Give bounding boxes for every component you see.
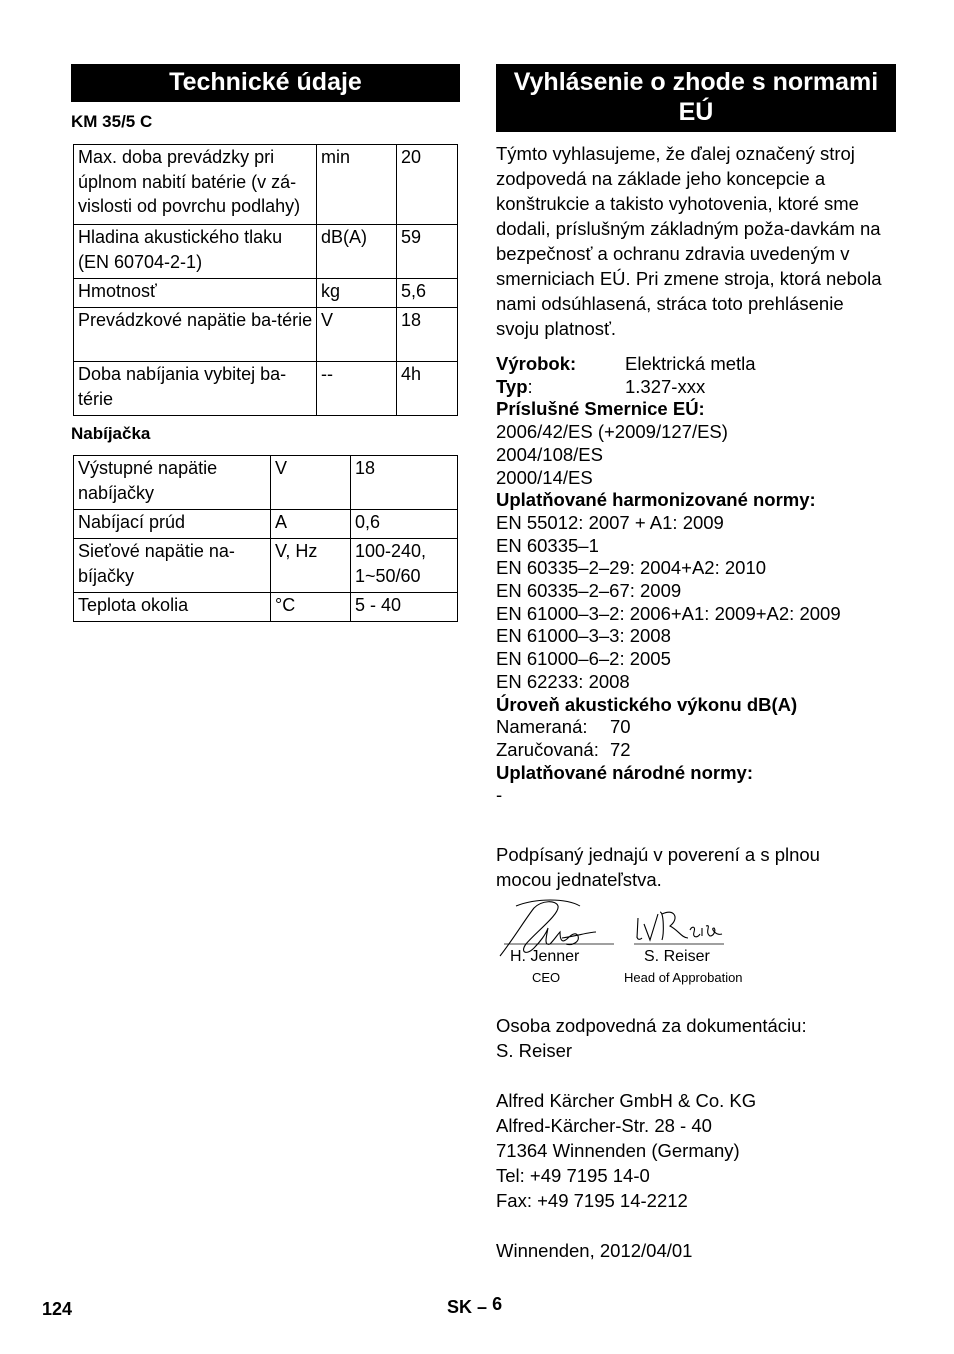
spec-unit: -- — [317, 362, 397, 416]
charger-unit: A — [271, 510, 351, 539]
directive-item: 2000/14/ES — [496, 466, 593, 488]
company-line: Tel: +49 7195 14-0 — [496, 1165, 650, 1187]
spec-label: Doba nabíjania vybitej ba-térie — [74, 362, 317, 416]
type-label: Typ — [496, 375, 528, 397]
product-line — [496, 353, 896, 376]
charger-unit: V — [271, 456, 351, 510]
norm-item: EN 60335–1 — [496, 534, 599, 556]
guaranteed-value: 72 — [610, 738, 631, 760]
charger-label: Teplota okolia — [74, 593, 271, 622]
norm-item: EN 60335–2–67: 2009 — [496, 580, 682, 602]
charger-unit: V, Hz — [271, 539, 351, 593]
table-row — [74, 279, 458, 308]
dash: – — [477, 1297, 488, 1317]
national-value: - — [496, 784, 503, 806]
directives-heading: Príslušné Smernice EÚ: — [496, 398, 705, 420]
spec-label: Hladina akustického tlaku (EN 60704-2-1) — [74, 225, 317, 279]
charger-heading: Nabíjačka — [71, 424, 151, 443]
spec-label: Max. doba prevádzky pri úplnom nabití batérie (v zá-vislosti od povrchu podlahy) — [74, 145, 317, 225]
signer2-name: S. Reiser — [644, 948, 710, 966]
declaration-details — [496, 353, 896, 807]
norm-item: EN 60335–2–29: 2004+A2: 2010 — [496, 557, 767, 579]
spec-label: Prevádzkové napätie ba-térie — [74, 308, 317, 362]
signed-text: Podpísaný jednajú v poverení a s plnou mocou jednateľstva. — [496, 844, 820, 891]
product-label: Výrobok: — [496, 353, 577, 374]
product-value: Elektrická metla — [625, 353, 756, 374]
norm-item: EN 55012: 2007 + A1: 2009 — [496, 511, 724, 533]
type-colon: : — [527, 375, 533, 397]
declaration-section — [496, 64, 896, 1263]
spec-unit: min — [317, 145, 397, 225]
charger-value: 100-240, 1~50/60 — [351, 539, 458, 593]
norm-item: EN 61000–6–2: 2005 — [496, 648, 671, 670]
doc-person-label: Osoba zodpovedná za dokumentáciu: — [496, 1015, 807, 1037]
table-row — [74, 362, 458, 416]
spec-value: 4h — [397, 362, 458, 416]
declaration-intro: Týmto vyhlasujeme, že ďalej označený stroj zodpovedá na základe jeho koncepcie a konštrukcie a takisto vyhotovenia, ktoré sme dodali, príslušným základným poža-davkám na bezpečnosť a ochranu zdravia uvedeným v smerniciach EÚ. Pri zmene stroja, ktorá nebola nami odsúhlasená, stráca toto prehlásenie svoju platnosť. — [496, 143, 882, 339]
spec-label: Hmotnosť — [74, 279, 317, 308]
type-value: 1.327-xxx — [625, 375, 706, 397]
guaranteed-label: Zaručovaná: — [496, 738, 599, 760]
company-line: Alfred Kärcher GmbH & Co. KG — [496, 1090, 757, 1112]
norm-item: EN 62233: 2008 — [496, 670, 630, 692]
company-line: 71364 Winnenden (Germany) — [496, 1140, 740, 1162]
charger-label: Nabíjací prúd — [74, 510, 271, 539]
charger-value: 0,6 — [351, 510, 458, 539]
spec-table — [73, 144, 458, 416]
signer1-role: CEO — [532, 970, 561, 986]
table-row — [74, 510, 458, 539]
section-page — [447, 1294, 503, 1318]
company-address — [496, 1088, 896, 1213]
spec-value: 5,6 — [397, 279, 458, 308]
charger-label: Sieťové napätie na-bíjačky — [74, 539, 271, 593]
measured-line — [496, 716, 896, 739]
directive-item: 2006/42/ES (+2009/127/ES) — [496, 421, 728, 443]
doc-person-name: S. Reiser — [496, 1040, 573, 1062]
charger-label: Výstupné napätie nabíjačky — [74, 456, 271, 510]
page-number: 124 — [42, 1299, 73, 1319]
language-code: SK — [447, 1297, 473, 1317]
company-line: Fax: +49 7195 14-2212 — [496, 1190, 688, 1212]
signatures — [496, 898, 896, 1008]
norms-heading: Uplatňované harmonizované normy: — [496, 489, 816, 511]
section-page-number: 6 — [492, 1294, 503, 1314]
declaration-heading: Vyhlásenie o zhode s normami EÚ — [496, 64, 896, 132]
measured-label: Nameraná: — [496, 716, 588, 738]
spec-value: 20 — [397, 145, 458, 225]
norm-item: EN 61000–3–3: 2008 — [496, 625, 671, 647]
table-row — [74, 539, 458, 593]
model-name: KM 35/5 C — [71, 112, 153, 131]
signer1-name: H. Jenner — [510, 948, 580, 966]
measured-value: 70 — [610, 716, 631, 738]
spec-value: 18 — [397, 308, 458, 362]
technical-data-section — [71, 64, 460, 622]
directive-item: 2004/108/ES — [496, 443, 603, 465]
norm-item: EN 61000–3–2: 2006+A1: 2009+A2: 2009 — [496, 602, 841, 624]
charger-unit: °C — [271, 593, 351, 622]
technical-data-heading: Technické údaje — [71, 64, 460, 102]
table-row — [74, 593, 458, 622]
table-row — [74, 145, 458, 225]
charger-value: 18 — [351, 456, 458, 510]
spec-unit: V — [317, 308, 397, 362]
table-row — [74, 225, 458, 279]
charger-value: 5 - 40 — [351, 593, 458, 622]
sound-heading: Úroveň akustického výkonu dB(A) — [496, 693, 798, 715]
spec-unit: dB(A) — [317, 225, 397, 279]
spec-value: 59 — [397, 225, 458, 279]
table-row — [74, 308, 458, 362]
place-date: Winnenden, 2012/04/01 — [496, 1240, 693, 1262]
national-heading: Uplatňované národné normy: — [496, 761, 753, 783]
table-row — [74, 456, 458, 510]
signer2-role: Head of Approbation — [624, 970, 743, 986]
guaranteed-line — [496, 739, 896, 762]
charger-table — [73, 455, 458, 622]
type-line — [496, 376, 896, 399]
company-line: Alfred-Kärcher-Str. 28 - 40 — [496, 1115, 712, 1137]
spec-unit: kg — [317, 279, 397, 308]
